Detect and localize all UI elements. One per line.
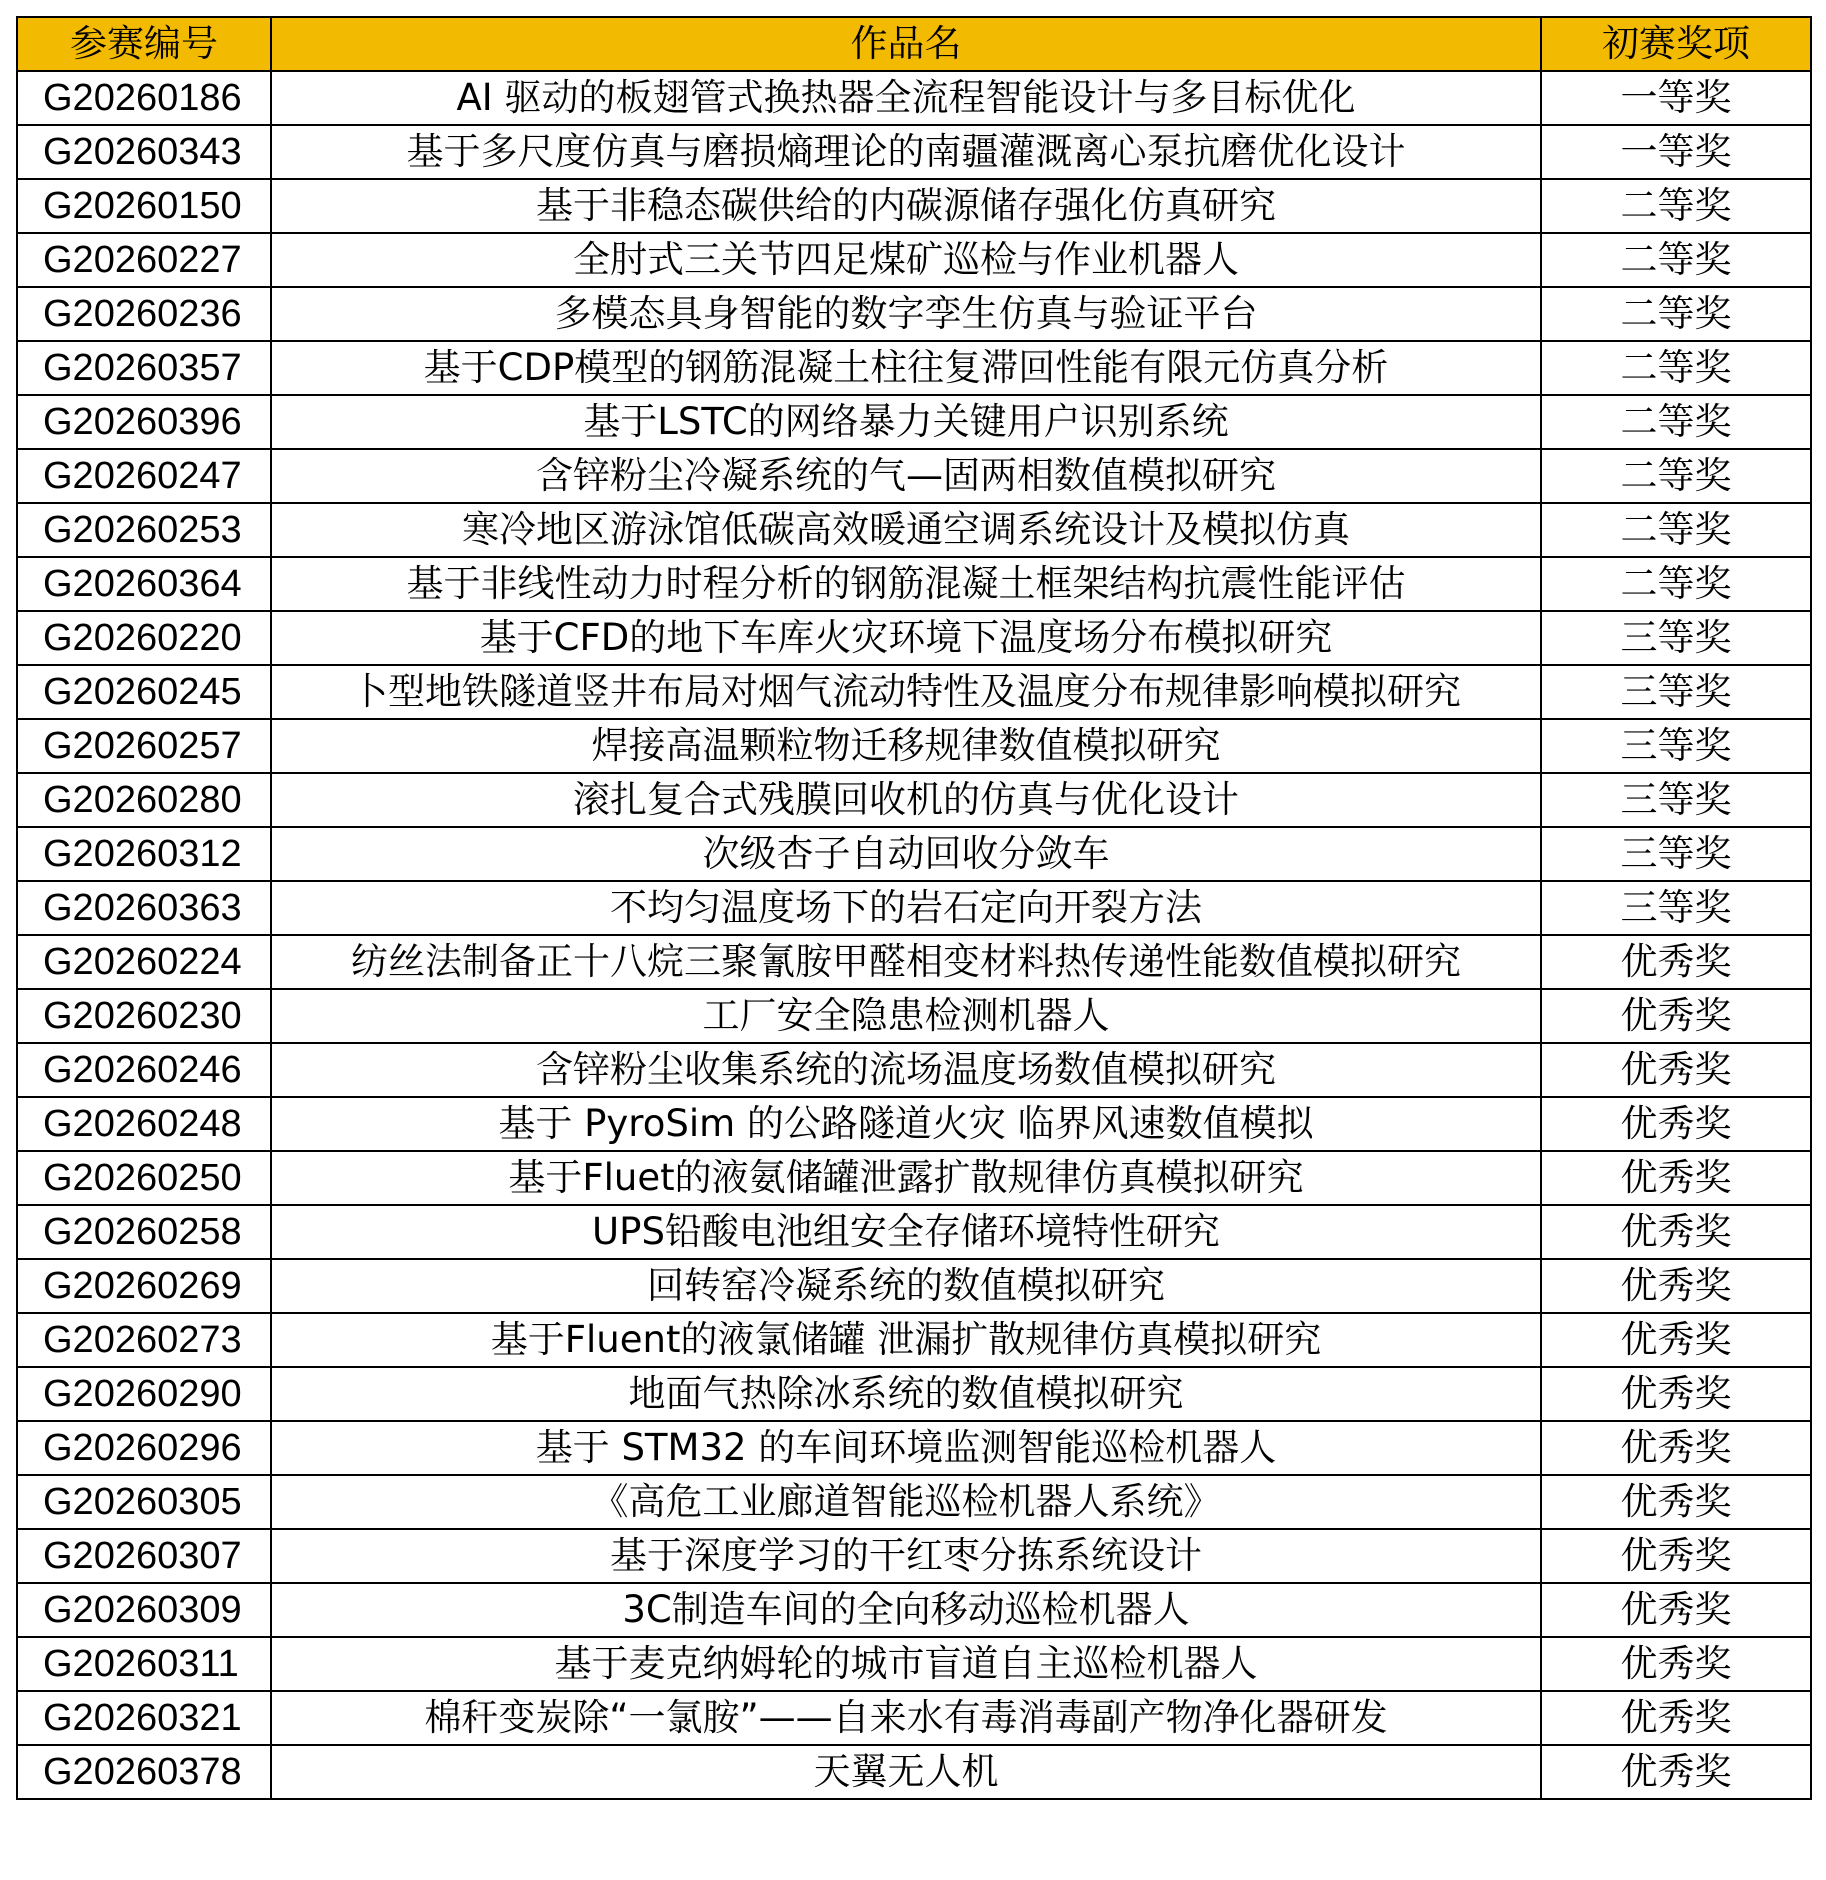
table-row xyxy=(17,611,1811,665)
award-cell: 优秀奖 xyxy=(1541,1043,1811,1097)
work-name-cell: 棉秆变炭除“一氯胺”——自来水有毒消毒副产物净化器研发 xyxy=(271,1691,1541,1745)
work-name-cell: 基于CDP模型的钢筋混凝土柱往复滞回性能有限元仿真分析 xyxy=(271,341,1541,395)
award-cell: 三等奖 xyxy=(1541,827,1811,881)
entry-id-cell: G20260150 xyxy=(17,179,271,233)
entry-id-cell: G20260290 xyxy=(17,1367,271,1421)
table-row xyxy=(17,989,1811,1043)
header-award: 初赛奖项 xyxy=(1541,17,1811,71)
award-cell: 二等奖 xyxy=(1541,449,1811,503)
award-cell: 二等奖 xyxy=(1541,341,1811,395)
table-row xyxy=(17,1205,1811,1259)
entry-id-cell: G20260321 xyxy=(17,1691,271,1745)
header-name: 作品名 xyxy=(271,17,1541,71)
table-row xyxy=(17,71,1811,125)
award-cell: 一等奖 xyxy=(1541,125,1811,179)
entry-id-cell: G20260305 xyxy=(17,1475,271,1529)
table-row xyxy=(17,773,1811,827)
entry-id-cell: G20260312 xyxy=(17,827,271,881)
award-cell: 优秀奖 xyxy=(1541,1475,1811,1529)
award-cell: 二等奖 xyxy=(1541,395,1811,449)
work-name-cell: 基于 PyroSim 的公路隧道火灾 临界风速数值模拟 xyxy=(271,1097,1541,1151)
table-row xyxy=(17,1529,1811,1583)
work-name-cell: UPS铅酸电池组安全存储环境特性研究 xyxy=(271,1205,1541,1259)
work-name-cell: 基于非稳态碳供给的内碳源储存强化仿真研究 xyxy=(271,179,1541,233)
work-name-cell: 卜型地铁隧道竖井布局对烟气流动特性及温度分布规律影响模拟研究 xyxy=(271,665,1541,719)
award-cell: 优秀奖 xyxy=(1541,1097,1811,1151)
table-body xyxy=(17,71,1811,1799)
table-row xyxy=(17,449,1811,503)
award-cell: 三等奖 xyxy=(1541,881,1811,935)
work-name-cell: 全肘式三关节四足煤矿巡检与作业机器人 xyxy=(271,233,1541,287)
entry-id-cell: G20260220 xyxy=(17,611,271,665)
entry-id-cell: G20260307 xyxy=(17,1529,271,1583)
entry-id-cell: G20260257 xyxy=(17,719,271,773)
entry-id-cell: G20260343 xyxy=(17,125,271,179)
table-row xyxy=(17,395,1811,449)
award-cell: 三等奖 xyxy=(1541,719,1811,773)
work-name-cell: 基于Fluent的液氯储罐 泄漏扩散规律仿真模拟研究 xyxy=(271,1313,1541,1367)
entry-id-cell: G20260246 xyxy=(17,1043,271,1097)
award-cell: 优秀奖 xyxy=(1541,1583,1811,1637)
work-name-cell: 工厂安全隐患检测机器人 xyxy=(271,989,1541,1043)
table-row xyxy=(17,1691,1811,1745)
entry-id-cell: G20260363 xyxy=(17,881,271,935)
entry-id-cell: G20260247 xyxy=(17,449,271,503)
award-cell: 一等奖 xyxy=(1541,71,1811,125)
entry-id-cell: G20260378 xyxy=(17,1745,271,1799)
work-name-cell: 基于CFD的地下车库火灾环境下温度场分布模拟研究 xyxy=(271,611,1541,665)
table-row xyxy=(17,179,1811,233)
entry-id-cell: G20260364 xyxy=(17,557,271,611)
work-name-cell: 《高危工业廊道智能巡检机器人系统》 xyxy=(271,1475,1541,1529)
work-name-cell: 3C制造车间的全向移动巡检机器人 xyxy=(271,1583,1541,1637)
table-row xyxy=(17,665,1811,719)
award-cell: 优秀奖 xyxy=(1541,1367,1811,1421)
work-name-cell: 纺丝法制备正十八烷三聚氰胺甲醛相变材料热传递性能数值模拟研究 xyxy=(271,935,1541,989)
award-cell: 优秀奖 xyxy=(1541,1205,1811,1259)
award-cell: 三等奖 xyxy=(1541,611,1811,665)
award-cell: 优秀奖 xyxy=(1541,935,1811,989)
table-row xyxy=(17,935,1811,989)
table-row xyxy=(17,1367,1811,1421)
table-row xyxy=(17,287,1811,341)
award-cell: 优秀奖 xyxy=(1541,1259,1811,1313)
entry-id-cell: G20260245 xyxy=(17,665,271,719)
award-cell: 二等奖 xyxy=(1541,179,1811,233)
table-row xyxy=(17,1313,1811,1367)
award-cell: 优秀奖 xyxy=(1541,1421,1811,1475)
work-name-cell: 滚扎复合式残膜回收机的仿真与优化设计 xyxy=(271,773,1541,827)
award-cell: 优秀奖 xyxy=(1541,1745,1811,1799)
award-cell: 三等奖 xyxy=(1541,665,1811,719)
table-row xyxy=(17,503,1811,557)
work-name-cell: 地面气热除冰系统的数值模拟研究 xyxy=(271,1367,1541,1421)
entry-id-cell: G20260224 xyxy=(17,935,271,989)
work-name-cell: 不均匀温度场下的岩石定向开裂方法 xyxy=(271,881,1541,935)
work-name-cell: 寒冷地区游泳馆低碳高效暖通空调系统设计及模拟仿真 xyxy=(271,503,1541,557)
table-row xyxy=(17,233,1811,287)
award-cell: 优秀奖 xyxy=(1541,1313,1811,1367)
work-name-cell: 基于LSTC的网络暴力关键用户识别系统 xyxy=(271,395,1541,449)
entry-id-cell: G20260309 xyxy=(17,1583,271,1637)
work-name-cell: AI 驱动的板翅管式换热器全流程智能设计与多目标优化 xyxy=(271,71,1541,125)
work-name-cell: 基于Fluet的液氨储罐泄露扩散规律仿真模拟研究 xyxy=(271,1151,1541,1205)
entry-id-cell: G20260230 xyxy=(17,989,271,1043)
entry-id-cell: G20260280 xyxy=(17,773,271,827)
work-name-cell: 基于深度学习的干红枣分拣系统设计 xyxy=(271,1529,1541,1583)
work-name-cell: 基于麦克纳姆轮的城市盲道自主巡检机器人 xyxy=(271,1637,1541,1691)
award-cell: 优秀奖 xyxy=(1541,1637,1811,1691)
entry-id-cell: G20260248 xyxy=(17,1097,271,1151)
work-name-cell: 次级杏子自动回收分敛车 xyxy=(271,827,1541,881)
work-name-cell: 焊接高温颗粒物迁移规律数值模拟研究 xyxy=(271,719,1541,773)
table-row xyxy=(17,341,1811,395)
entry-id-cell: G20260273 xyxy=(17,1313,271,1367)
entry-id-cell: G20260396 xyxy=(17,395,271,449)
header-id: 参赛编号 xyxy=(17,17,271,71)
award-cell: 优秀奖 xyxy=(1541,1151,1811,1205)
table-row xyxy=(17,1637,1811,1691)
work-name-cell: 含锌粉尘冷凝系统的气—固两相数值模拟研究 xyxy=(271,449,1541,503)
table-row xyxy=(17,719,1811,773)
work-name-cell: 天翼无人机 xyxy=(271,1745,1541,1799)
award-cell: 二等奖 xyxy=(1541,503,1811,557)
entry-id-cell: G20260186 xyxy=(17,71,271,125)
work-name-cell: 多模态具身智能的数字孪生仿真与验证平台 xyxy=(271,287,1541,341)
award-cell: 优秀奖 xyxy=(1541,1529,1811,1583)
awards-table xyxy=(16,16,1812,1800)
table-row xyxy=(17,827,1811,881)
work-name-cell: 基于非线性动力时程分析的钢筋混凝土框架结构抗震性能评估 xyxy=(271,557,1541,611)
table-row xyxy=(17,1745,1811,1799)
entry-id-cell: G20260250 xyxy=(17,1151,271,1205)
entry-id-cell: G20260357 xyxy=(17,341,271,395)
award-cell: 二等奖 xyxy=(1541,287,1811,341)
award-cell: 优秀奖 xyxy=(1541,989,1811,1043)
table-row xyxy=(17,557,1811,611)
table-header xyxy=(17,17,1811,71)
work-name-cell: 回转窑冷凝系统的数值模拟研究 xyxy=(271,1259,1541,1313)
entry-id-cell: G20260236 xyxy=(17,287,271,341)
table-row xyxy=(17,1421,1811,1475)
award-cell: 二等奖 xyxy=(1541,233,1811,287)
table-row xyxy=(17,1097,1811,1151)
table-row xyxy=(17,1583,1811,1637)
table-row xyxy=(17,881,1811,935)
award-cell: 三等奖 xyxy=(1541,773,1811,827)
award-cell: 二等奖 xyxy=(1541,557,1811,611)
table-row xyxy=(17,1043,1811,1097)
table-row xyxy=(17,1259,1811,1313)
table-row xyxy=(17,1151,1811,1205)
award-cell: 优秀奖 xyxy=(1541,1691,1811,1745)
entry-id-cell: G20260253 xyxy=(17,503,271,557)
entry-id-cell: G20260296 xyxy=(17,1421,271,1475)
entry-id-cell: G20260258 xyxy=(17,1205,271,1259)
entry-id-cell: G20260311 xyxy=(17,1637,271,1691)
work-name-cell: 含锌粉尘收集系统的流场温度场数值模拟研究 xyxy=(271,1043,1541,1097)
work-name-cell: 基于多尺度仿真与磨损熵理论的南疆灌溉离心泵抗磨优化设计 xyxy=(271,125,1541,179)
entry-id-cell: G20260227 xyxy=(17,233,271,287)
work-name-cell: 基于 STM32 的车间环境监测智能巡检机器人 xyxy=(271,1421,1541,1475)
table-row xyxy=(17,125,1811,179)
header-row xyxy=(17,17,1811,71)
table-row xyxy=(17,1475,1811,1529)
entry-id-cell: G20260269 xyxy=(17,1259,271,1313)
